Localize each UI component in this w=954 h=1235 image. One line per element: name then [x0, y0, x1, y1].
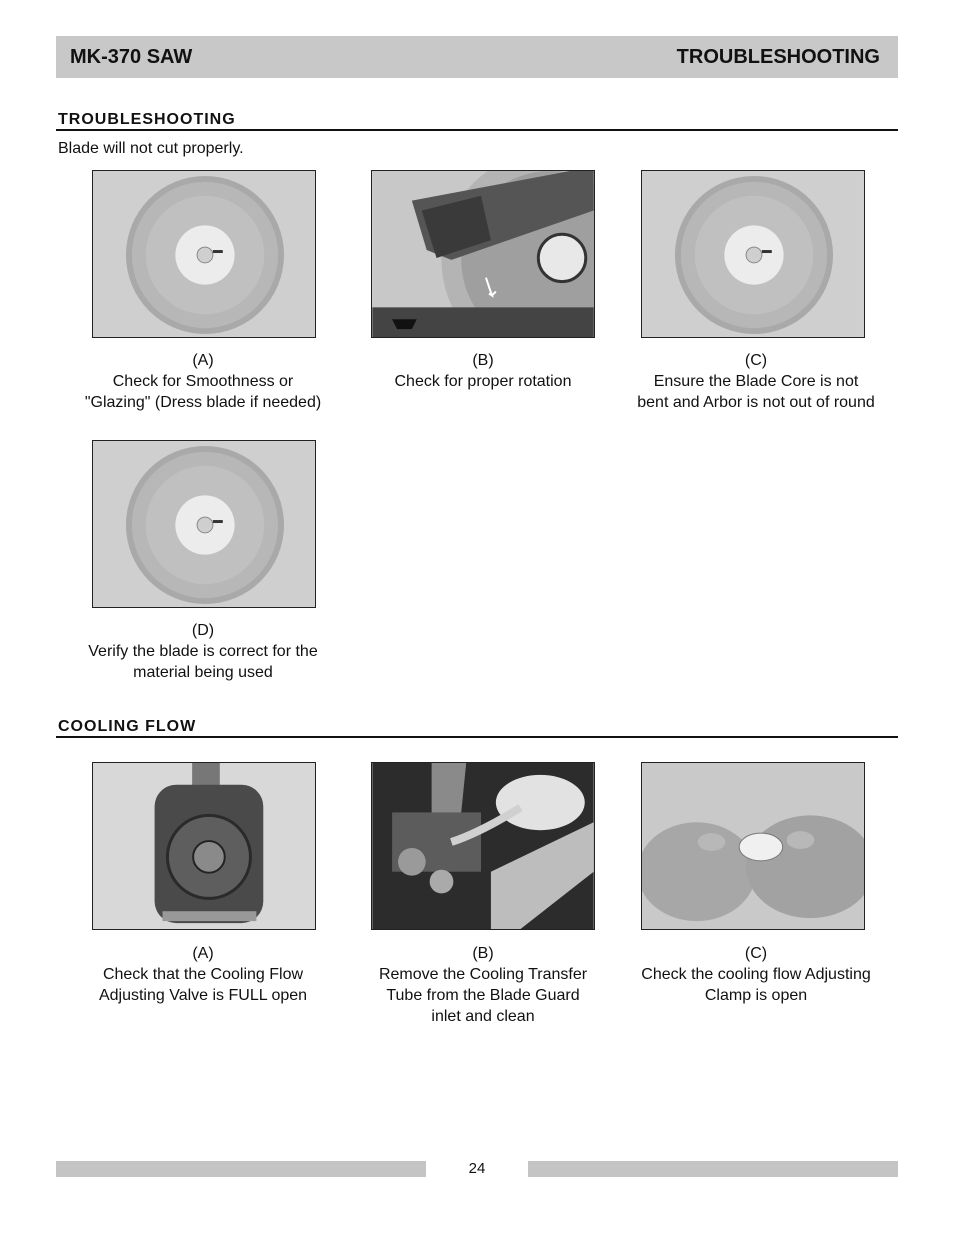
cooling-valve-photo: [92, 762, 316, 930]
cooling-caption-a: (A) Check that the Cooling Flow Adjusting Valve is FULL open: [98, 945, 308, 1004]
troubleshooting-caption-d: (D) Verify the blade is correct for the material being used: [88, 622, 318, 681]
cooling-caption-c: (C) Check the cooling flow Adjusting Clamp is open: [641, 945, 871, 1004]
adjusting-clamp-photo: [641, 762, 865, 930]
transfer-tube-photo: [371, 762, 595, 930]
troubleshooting-caption-a: (A) Check for Smoothness or "Glazing" (Dress blade if needed): [84, 352, 322, 411]
diamond-blade-photo-c: [641, 170, 865, 338]
troubleshooting-heading: TROUBLESHOOTING: [56, 109, 898, 131]
header-section: TROUBLESHOOTING: [676, 45, 880, 68]
header-model: MK-370 SAW: [70, 45, 193, 68]
footer-bar-right: [528, 1161, 898, 1177]
diamond-blade-photo-a: [92, 170, 316, 338]
troubleshooting-caption-c: (C) Ensure the Blade Core is not bent and Arbor is not out of round: [637, 352, 875, 411]
troubleshooting-intro: Blade will not cut properly.: [58, 140, 244, 157]
diamond-blade-photo-d: [92, 440, 316, 608]
cooling-caption-b: (B) Remove the Cooling Transfer Tube from the Blade Guard inlet and clean: [378, 945, 588, 1025]
cooling-flow-heading: COOLING FLOW: [56, 716, 898, 738]
page-number: 24: [468, 1160, 486, 1177]
blade-rotation-photo: [371, 170, 595, 338]
page-header: [56, 36, 898, 78]
footer-bar-left: [56, 1161, 426, 1177]
troubleshooting-caption-b: (B) Check for proper rotation: [394, 352, 572, 390]
